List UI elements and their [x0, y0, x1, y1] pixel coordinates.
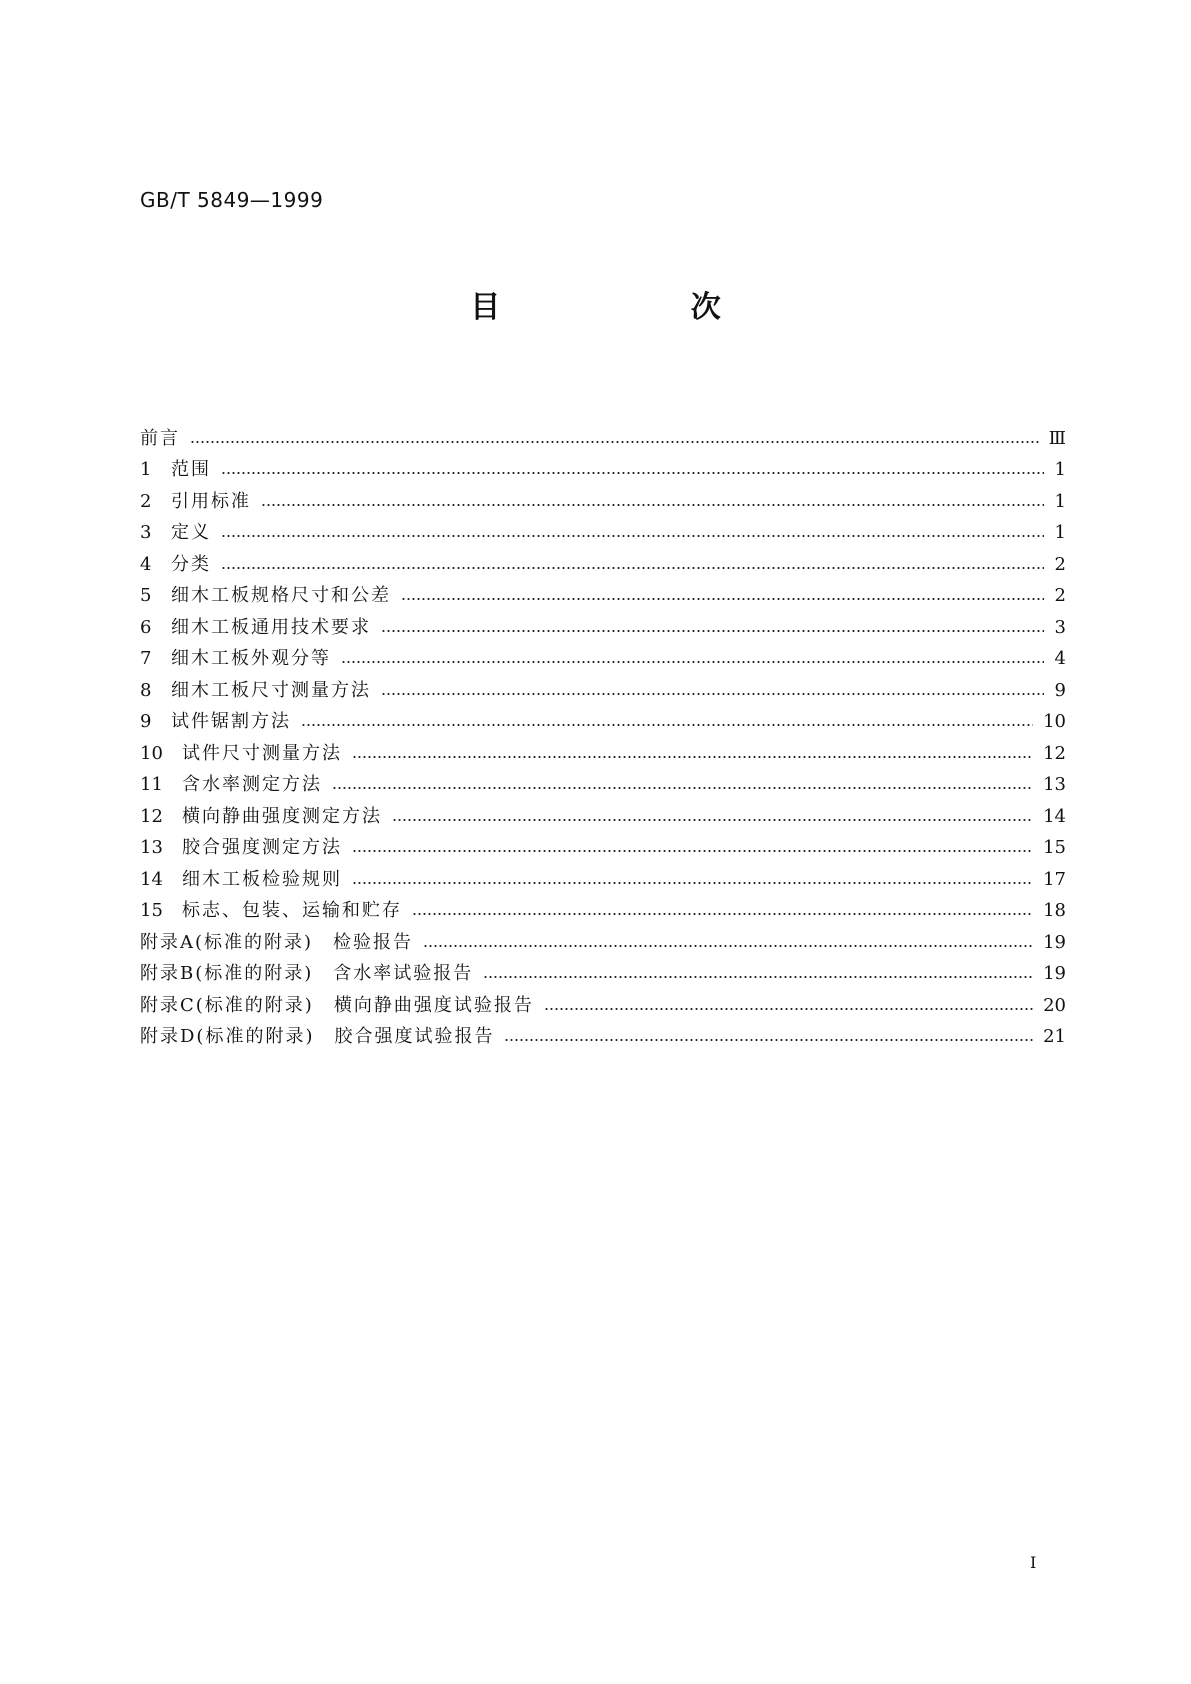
toc-entry-title: 引用标准 [171, 490, 251, 512]
toc-entry-number: 6 [140, 616, 152, 638]
toc-dot-leader [341, 659, 1044, 665]
toc-entry [140, 486, 1066, 518]
toc-dot-leader [261, 502, 1044, 508]
toc-entry [140, 423, 1066, 455]
toc-entry-title: 胶合强度测定方法 [182, 837, 342, 859]
toc-dot-leader [221, 470, 1044, 476]
toc-entry-number: 1 [140, 459, 152, 481]
toc-entry [140, 864, 1066, 896]
toc-title: 目 次 [470, 290, 811, 325]
toc-entry-label [140, 932, 413, 954]
toc-entry-number: 8 [140, 679, 152, 701]
toc-dot-leader [504, 1037, 1033, 1043]
toc-entry-page: 21 [1043, 1026, 1066, 1048]
toc-dot-leader [352, 848, 1033, 854]
toc-entry-title: 附录B(标准的附录) 含水率试验报告 [140, 963, 474, 985]
toc-entry-label [140, 585, 391, 607]
toc-entry-label [140, 1026, 494, 1048]
toc-dot-leader [332, 785, 1033, 791]
toc-entry-title: 细木工板检验规则 [182, 868, 342, 890]
toc-entry-page: Ⅲ [1048, 427, 1066, 449]
toc-entry-label [140, 995, 534, 1017]
toc-entry-label [140, 869, 342, 891]
toc-entry-label [140, 554, 211, 576]
toc-dot-leader [401, 596, 1044, 602]
toc-entry [140, 675, 1066, 707]
toc-dot-leader [301, 722, 1033, 728]
toc-entry-label [140, 900, 402, 922]
toc-entry-title: 横向静曲强度测定方法 [182, 805, 382, 827]
toc-entry-label [140, 743, 342, 765]
toc-dot-leader [483, 974, 1033, 980]
toc-entry [140, 612, 1066, 644]
toc-entry-label [140, 428, 180, 450]
toc-entry-label [140, 491, 251, 513]
toc-entry-title: 试件锯割方法 [171, 711, 291, 733]
toc-entry [140, 927, 1066, 959]
toc-entry-number: 9 [140, 711, 152, 733]
toc-entry-title: 试件尺寸测量方法 [182, 742, 342, 764]
toc-entry-page: 20 [1043, 994, 1066, 1016]
table-of-contents [140, 423, 1066, 1053]
toc-entry-title: 含水率测定方法 [182, 774, 322, 796]
toc-dot-leader [392, 817, 1033, 823]
toc-dot-leader [190, 439, 1039, 445]
toc-entry-label [140, 680, 371, 702]
toc-entry-page: 17 [1043, 868, 1066, 890]
toc-entry-label [140, 774, 322, 796]
toc-entry-page: 2 [1054, 553, 1066, 575]
page-number: I [1030, 1553, 1037, 1572]
toc-entry [140, 770, 1066, 802]
toc-entry-title: 细木工板通用技术要求 [171, 616, 371, 638]
toc-entry-page: 2 [1054, 585, 1066, 607]
toc-entry-label [140, 711, 291, 733]
toc-entry-label [140, 459, 211, 481]
toc-entry-title: 前言 [140, 427, 180, 449]
toc-dot-leader [381, 628, 1044, 634]
toc-entry [140, 738, 1066, 770]
toc-entry [140, 644, 1066, 676]
toc-entry-number: 12 [140, 805, 163, 827]
toc-entry-title: 细木工板外观分等 [171, 648, 331, 670]
toc-entry-page: 18 [1043, 900, 1066, 922]
toc-entry-number: 11 [140, 774, 163, 796]
toc-entry-page: 15 [1043, 837, 1066, 859]
toc-entry-page: 10 [1043, 711, 1066, 733]
toc-entry [140, 959, 1066, 991]
toc-entry [140, 833, 1066, 865]
toc-entry [140, 707, 1066, 739]
toc-entry [140, 549, 1066, 581]
toc-entry-title: 附录C(标准的附录) 横向静曲强度试验报告 [140, 994, 534, 1016]
toc-entry-page: 1 [1054, 522, 1066, 544]
toc-entry-title: 标志、包装、运输和贮存 [182, 900, 402, 922]
toc-entry [140, 801, 1066, 833]
toc-entry-page: 3 [1054, 616, 1066, 638]
toc-entry [140, 1022, 1066, 1054]
toc-entry-page: 13 [1043, 774, 1066, 796]
toc-entry-page: 19 [1043, 931, 1066, 953]
toc-entry-page: 19 [1043, 963, 1066, 985]
toc-entry-page: 4 [1054, 648, 1066, 670]
toc-entry [140, 518, 1066, 550]
toc-entry-number: 7 [140, 648, 152, 670]
toc-dot-leader [412, 911, 1033, 917]
toc-entry-title: 分类 [171, 553, 211, 575]
toc-dot-leader [352, 754, 1033, 760]
toc-entry-page: 1 [1054, 490, 1066, 512]
standard-code: GB/T 5849—1999 [140, 188, 324, 212]
toc-dot-leader [352, 880, 1033, 886]
toc-entry-number: 5 [140, 585, 152, 607]
toc-entry-title: 细木工板规格尺寸和公差 [171, 585, 391, 607]
toc-entry-number: 14 [140, 868, 163, 890]
toc-entry [140, 455, 1066, 487]
toc-entry-title: 附录D(标准的附录) 胶合强度试验报告 [140, 1026, 495, 1048]
toc-entry-page: 1 [1054, 459, 1066, 481]
toc-dot-leader [423, 943, 1033, 949]
toc-entry-page: 12 [1043, 742, 1066, 764]
toc-entry-title: 范围 [171, 459, 211, 481]
toc-dot-leader [221, 565, 1044, 571]
toc-entry-label [140, 837, 342, 859]
toc-entry-page: 9 [1054, 679, 1066, 701]
toc-entry [140, 896, 1066, 928]
toc-dot-leader [221, 533, 1044, 539]
toc-dot-leader [544, 1006, 1033, 1012]
toc-entry-title: 定义 [171, 522, 211, 544]
toc-entry-title: 细木工板尺寸测量方法 [171, 679, 371, 701]
toc-entry-label [140, 648, 331, 670]
toc-entry-page: 14 [1043, 805, 1066, 827]
toc-entry-label [140, 522, 211, 544]
toc-entry-number: 4 [140, 553, 152, 575]
toc-dot-leader [381, 691, 1044, 697]
toc-entry-number: 13 [140, 837, 163, 859]
toc-entry-number: 10 [140, 742, 163, 764]
toc-entry-label [140, 806, 382, 828]
toc-entry [140, 990, 1066, 1022]
toc-entry [140, 581, 1066, 613]
toc-entry-number: 2 [140, 490, 152, 512]
toc-entry-title: 附录A(标准的附录) 检验报告 [140, 931, 414, 953]
toc-entry-label [140, 617, 371, 639]
toc-entry-number: 15 [140, 900, 163, 922]
toc-entry-label [140, 963, 473, 985]
toc-entry-number: 3 [140, 522, 152, 544]
